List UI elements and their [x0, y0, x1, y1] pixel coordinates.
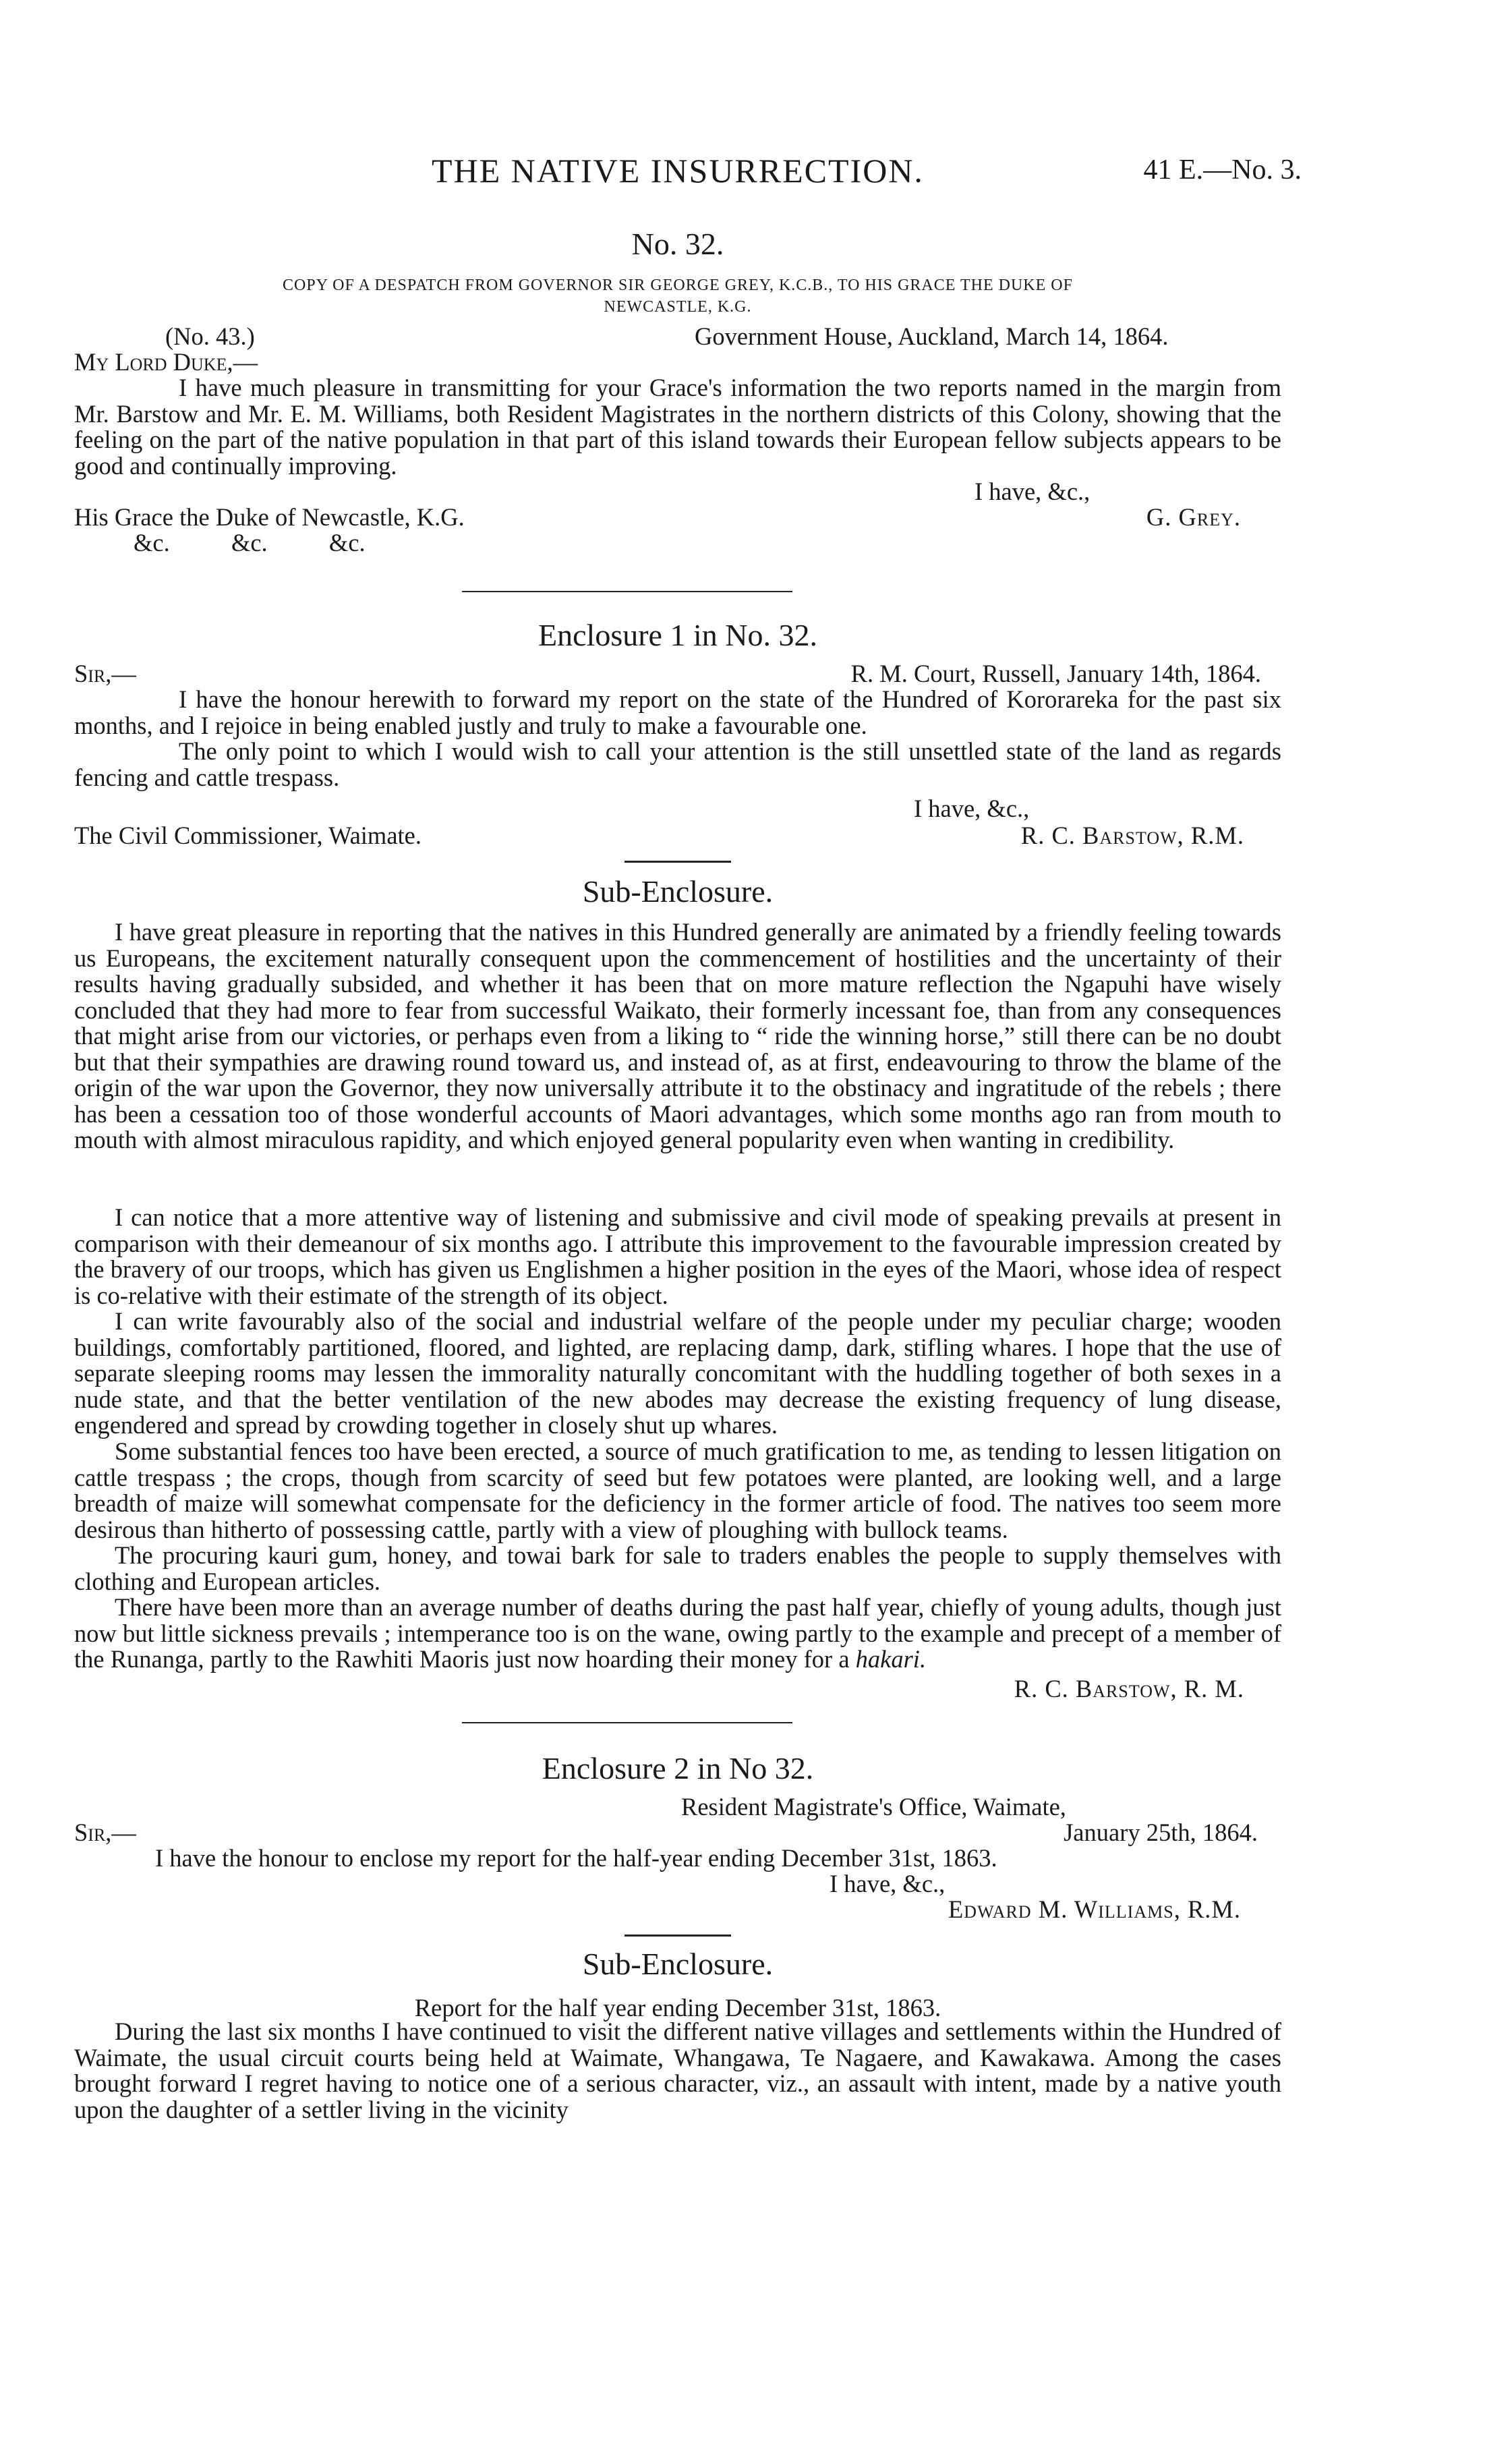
despatch-addressee-row: [74, 505, 1281, 531]
despatch-caption-line1: COPY OF A DESPATCH FROM GOVERNOR SIR GEORGE GREY, K.C.B., TO HIS GRACE THE DUKE OF: [283, 277, 1073, 294]
enclosure2-signature: Edward M. Williams, R.M.: [948, 1895, 1241, 1923]
enclosure1-addressee: The Civil Commissioner, Waimate.: [74, 822, 421, 849]
enclosure2-office: Resident Magistrate's Office, Waimate,: [681, 1793, 1066, 1821]
sub-enclosure2-heading: Sub-Enclosure.: [582, 1947, 774, 1981]
enclosure1-addressee-row: [74, 823, 1281, 849]
sub-enclosure1-signature: R. C. Barstow, R. M.: [1014, 1675, 1244, 1702]
despatch-salutation: My Lord Duke,—: [74, 348, 258, 376]
sub-enclosure2-subtitle: Report for the half year ending December 31st, 1863.: [414, 1994, 941, 2022]
despatch-number: No. 32.: [631, 227, 724, 261]
enclosure1-signature: R. C. Barstow, R.M.: [1020, 822, 1244, 849]
enclosure1-heading: Enclosure 1 in No. 32.: [538, 618, 817, 652]
despatch-ref-no: (No. 43.): [165, 322, 255, 350]
enclosure1-place-date: R. M. Court, Russell, January 14th, 1864.: [850, 660, 1261, 687]
sub-enclosure1-para4: Some substantial fences too have been erected, a source of much gratification to me, as tending to lessen litigation on cattle trespass ; the crops, though from scarcity of seed but few potatoes were planted, are looking well, and a large breadth of maize will somewhat compensate for the deficiency in the former article of food. The natives too seem more desirous than hitherto of possessing cattle, partly with a view of ploughing with bullock teams.: [74, 1437, 1281, 1543]
despatch-caption-line2: NEWCASTLE, K.G.: [604, 298, 752, 316]
sub-enclosure1-para6-italic: hakari.: [855, 1645, 927, 1673]
despatch-place-date: Government House, Auckland, March 14, 1864.: [695, 322, 1169, 350]
section-divider: [462, 591, 792, 592]
despatch-addressee-etc: &c. &c. &c.: [134, 529, 366, 556]
sub-enclosure1-para2: I can notice that a more attentive way of listening and submissive and civil mode of speaking prevails at present in comparison with their demeanour of six months ago. I attribute this improvement to the favourable impression created by the bravery of our troops, which has given us Englishmen a higher position in the eyes of the Maori, whose idea of respect is co-relative with their estimate of the strength of its object.: [74, 1203, 1281, 1309]
page-title: THE NATIVE INSURRECTION.: [432, 152, 924, 190]
enclosure2-date: January 25th, 1864.: [1064, 1818, 1258, 1846]
running-head: [74, 151, 1302, 192]
enclosure2-heading: Enclosure 2 in No 32.: [542, 1751, 814, 1785]
enclosure1-closing: I have, &c.,: [914, 795, 1030, 822]
document-page: [74, 0, 1302, 2464]
despatch-signature: G. Grey.: [1146, 503, 1241, 531]
sub-enclosure1-heading: Sub-Enclosure.: [582, 874, 774, 909]
enclosure1-para2: The only point to which I would wish to call your attention is the still unsettled state of the land as regards fencing and cattle trespass.: [74, 737, 1281, 791]
despatch-closing: I have, &c.,: [975, 478, 1091, 505]
sub-enclosure2-para1: During the last six months I have continued to visit the different native villages and settlements within the Hundred of Waimate, the usual circuit courts being held at Waimate, Whangawa, Te Nagaere, and Kawakawa. Among the cases brought forward I regret having to notice one of a serious character, viz., an assault with intent, made by a native youth upon the daughter of a settler living in the vicinity: [74, 2017, 1281, 2123]
despatch-addressee: His Grace the Duke of Newcastle, K.G.: [74, 503, 465, 531]
sub-enclosure1-para6: [74, 1595, 1281, 1673]
sub-enclosure1-para1: I have great pleasure in reporting that the natives in this Hundred generally are animated by a friendly feeling towards us Europeans, the excitement naturally consequent upon the commencement of hostilities and the uncertainty of their results having gradually subsided, and whether it has been that on more mature reflection the Ngapuhi have wisely concluded that they had more to fear from successful Waikato, their formerly incessant foe, than from any consequences that might arise from our victories, or perhaps even from a liking to “ ride the winning horse,” still there can be no doubt but that their sympathies are drawing round toward us, and instead of, as at first, endeavouring to throw the blame of the origin of the war upon the Governor, they now universally attribute it to the obstinacy and ingratitude of the rebels ; there has been a cessation too of those wonderful accounts of Maori advantages, which some months ago ran from mouth to mouth with almost miraculous rapidity, and which enjoyed general popularity even when wanting in credibility.: [74, 918, 1281, 1153]
section-divider: [462, 1722, 792, 1723]
enclosure2-body: I have the honour to enclose my report for the half-year ending December 31st, 1863.: [155, 1844, 997, 1872]
enclosure2-date-row: [74, 1820, 1281, 1846]
enclosure1-header-row: [74, 661, 1281, 687]
sub-enclosure1-para6-text: There have been more than an average number of deaths during the past half year, chiefly of young adults, though just now but little sickness prevails ; intemperance too is on the wane, owing partly to the example and precept of a member of the Runanga, partly to the Rawhiti Maoris just now hoarding their money for a: [74, 1593, 1281, 1673]
enclosure2-salutation: Sir,—: [74, 1818, 136, 1846]
page-reference: 41 E.—No. 3.: [1143, 154, 1302, 185]
enclosure2-closing: I have, &c.,: [830, 1870, 946, 1897]
short-divider: [624, 1935, 731, 1937]
despatch-body: I have much pleasure in transmitting for your Grace's information the two reports named in the margin from Mr. Barstow and Mr. E. M. Williams, both Resident Magistrates in the northern districts of this Colony, showing that the feeling on the part of the native population in that part of this island towards their European fellow subjects appears to be good and continually improving.: [74, 374, 1281, 480]
short-divider: [624, 861, 731, 863]
sub-enclosure1-para3: I can write favourably also of the social and industrial welfare of the people under my peculiar charge; wooden buildings, comfortably partitioned, floored, and lighted, are replacing damp, dark, stifling whares. I hope that the use of separate sleeping rooms may lessen the immorality naturally concomitant with the huddling together of both sexes in a nude state, and that the better ventilation of the new abodes may decrease the existing frequency of lung disease, engendered and spread by crowding together in closely shut up whares.: [74, 1307, 1281, 1439]
sub-enclosure1-para5: The procuring kauri gum, honey, and towai bark for sale to traders enables the people to supply themselves with clothing and European articles.: [74, 1541, 1281, 1595]
enclosure1-salutation: Sir,—: [74, 660, 136, 687]
enclosure1-para1: I have the honour herewith to forward my report on the state of the Hundred of Kororareka for the past six months, and I rejoice in being enabled justly and truly to make a favourable one.: [74, 685, 1281, 739]
